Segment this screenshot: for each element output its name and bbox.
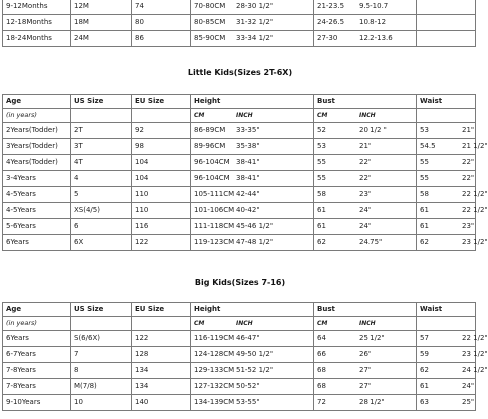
bust-cell: 64 25 1/2" [314, 331, 417, 347]
age-cell: 3Years(Todder) [3, 139, 71, 155]
eu-size-cell: 104 [132, 171, 191, 187]
table-subheader-row [3, 109, 476, 123]
waist-cell: 55 22" [417, 171, 476, 187]
waist-cell: 59 23 1/2" [417, 347, 476, 363]
age-cell: 9-12Months [3, 0, 71, 15]
waist-cell: 53 21" [417, 123, 476, 139]
eu-size-cell: 110 [132, 187, 191, 203]
waist-cell: 61 22 1/2" [417, 203, 476, 219]
waist-cell: 54.5 21 1/2" [417, 139, 476, 155]
height-cell: 101-106CM 40-42" [191, 203, 314, 219]
height-units: CM INCH [191, 317, 314, 331]
eu-size-cell: 134 [132, 363, 191, 379]
table-header-row [3, 95, 476, 109]
waist-cell: 61 23" [417, 219, 476, 235]
bust-cell: 53 21" [314, 139, 417, 155]
big-kids-title: Big Kids(Sizes 7-16) [194, 278, 286, 287]
table-row [3, 187, 476, 203]
eu-size-cell: 122 [132, 235, 191, 251]
age-cell: 6Years [3, 235, 71, 251]
height-units: CM INCH [191, 109, 314, 123]
us-size-cell: 6 [71, 219, 132, 235]
age-cell: 6-7Years [3, 347, 71, 363]
age-cell: 7-8Years [3, 379, 71, 395]
little-kids-size-table [2, 94, 488, 251]
height-cell: 127-132CM 50-52" [191, 379, 314, 395]
bust-header: Bust [314, 303, 417, 317]
age-cell: 7-8Years [3, 363, 71, 379]
waist-cell [417, 31, 476, 47]
height-cell: 89-96CM 35-38" [191, 139, 314, 155]
waist-cell: 62 23 1/2" [417, 235, 476, 251]
bust-cell: 58 23" [314, 187, 417, 203]
bust-units: CM INCH [314, 317, 417, 331]
height-header: Height [191, 303, 314, 317]
height-cell: 129-133CM 51-52 1/2" [191, 363, 314, 379]
waist-cell [417, 15, 476, 31]
age-header: Age [3, 95, 71, 109]
eu-size-header: EU Size [132, 303, 191, 317]
eu-size-cell: 92 [132, 123, 191, 139]
age-cell: 4-5Years [3, 203, 71, 219]
table-row [3, 155, 476, 171]
height-header: Height [191, 95, 314, 109]
bust-cell: 61 24" [314, 219, 417, 235]
us-size-cell: 3T [71, 139, 132, 155]
waist-header: Waist [417, 303, 476, 317]
us-size-cell: 4 [71, 171, 132, 187]
table-row [3, 15, 476, 31]
us-size-header: US Size [71, 95, 132, 109]
bust-units: CM INCH [314, 109, 417, 123]
waist-cell: 55 22" [417, 155, 476, 171]
us-size-cell: M(7/8) [71, 379, 132, 395]
height-cell: 86-89CM 33-35" [191, 123, 314, 139]
table-row [3, 203, 476, 219]
height-cell: 116-119CM 46-47" [191, 331, 314, 347]
eu-size-header: EU Size [132, 95, 191, 109]
us-size-cell: S(6/6X) [71, 331, 132, 347]
age-cell: 5-6Years [3, 219, 71, 235]
bust-cell: 55 22" [314, 171, 417, 187]
age-unit-label: (in years) [3, 317, 71, 331]
us-size-cell: 18M [71, 15, 132, 31]
waist-cell [417, 0, 476, 15]
height-cell: 80-85CM 31-32 1/2" [191, 15, 314, 31]
age-unit-label: (in years) [3, 109, 71, 123]
table-header-row [3, 303, 476, 317]
table-subheader-row [3, 317, 476, 331]
eu-size-cell: 134 [132, 379, 191, 395]
us-size-cell: 2T [71, 123, 132, 139]
height-cell: 119-123CM 47-48 1/2" [191, 235, 314, 251]
table-row [3, 235, 476, 251]
table-row [3, 331, 476, 347]
bust-header: Bust [314, 95, 417, 109]
us-size-cell: 7 [71, 347, 132, 363]
table-row [3, 139, 476, 155]
waist-cell: 58 22 1/2" [417, 187, 476, 203]
eu-size-cell: 122 [132, 331, 191, 347]
waist-cell: 63 25" [417, 395, 476, 411]
bust-cell: 72 28 1/2" [314, 395, 417, 411]
bust-cell: 27-30 12.2-13.6 [314, 31, 417, 47]
bust-cell: 24-26.5 10.8-12 [314, 15, 417, 31]
eu-size-cell: 80 [132, 15, 191, 31]
eu-size-cell: 110 [132, 203, 191, 219]
table-row [3, 363, 476, 379]
height-cell: 105-111CM 42-44" [191, 187, 314, 203]
table-row [3, 395, 476, 411]
bust-cell: 68 27" [314, 379, 417, 395]
waist-cell: 57 22 1/2" [417, 331, 476, 347]
waist-header: Waist [417, 95, 476, 109]
us-size-header: US Size [71, 303, 132, 317]
table-row [3, 347, 476, 363]
height-cell: 70-80CM 28-30 1/2" [191, 0, 314, 15]
age-cell: 12-18Months [3, 15, 71, 31]
age-cell: 9-10Years [3, 395, 71, 411]
us-size-cell: 12M [71, 0, 132, 15]
us-size-cell: 4T [71, 155, 132, 171]
table-row [3, 379, 476, 395]
eu-size-cell: 116 [132, 219, 191, 235]
us-size-cell: 10 [71, 395, 132, 411]
waist-cell: 61 24" [417, 379, 476, 395]
bust-cell: 66 26" [314, 347, 417, 363]
eu-size-cell: 74 [132, 0, 191, 15]
age-cell: 4Years(Todder) [3, 155, 71, 171]
table-row [3, 219, 476, 235]
table-row [3, 123, 476, 139]
height-cell: 85-90CM 33-34 1/2" [191, 31, 314, 47]
age-cell: 4-5Years [3, 187, 71, 203]
little-kids-title: Little Kids(Sizes 2T-6X) [187, 68, 293, 77]
age-header: Age [3, 303, 71, 317]
height-cell: 134-139CM 53-55" [191, 395, 314, 411]
height-cell: 96-104CM 38-41" [191, 171, 314, 187]
bust-cell: 68 27" [314, 363, 417, 379]
us-size-cell: 24M [71, 31, 132, 47]
eu-size-cell: 140 [132, 395, 191, 411]
waist-cell: 62 24 1/2" [417, 363, 476, 379]
bust-cell: 61 24" [314, 203, 417, 219]
table-row [3, 31, 476, 47]
infant-size-table [2, 0, 476, 47]
us-size-cell: 8 [71, 363, 132, 379]
eu-size-cell: 98 [132, 139, 191, 155]
table-row [3, 171, 476, 187]
us-size-cell: XS(4/5) [71, 203, 132, 219]
age-cell: 2Years(Todder) [3, 123, 71, 139]
age-cell: 18-24Months [3, 31, 71, 47]
eu-size-cell: 128 [132, 347, 191, 363]
bust-cell: 62 24.75" [314, 235, 417, 251]
bust-cell: 21-23.5 9.5-10.7 [314, 0, 417, 15]
eu-size-cell: 86 [132, 31, 191, 47]
eu-size-cell: 104 [132, 155, 191, 171]
us-size-cell: 6X [71, 235, 132, 251]
us-size-cell: 5 [71, 187, 132, 203]
bust-cell: 55 22" [314, 155, 417, 171]
table-row [3, 0, 476, 15]
height-cell: 111-118CM 45-46 1/2" [191, 219, 314, 235]
bust-cell: 52 20 1/2 " [314, 123, 417, 139]
height-cell: 96-104CM 38-41" [191, 155, 314, 171]
age-cell: 6Years [3, 331, 71, 347]
age-cell: 3-4Years [3, 171, 71, 187]
height-cell: 124-128CM 49-50 1/2" [191, 347, 314, 363]
big-kids-size-table [2, 302, 488, 411]
